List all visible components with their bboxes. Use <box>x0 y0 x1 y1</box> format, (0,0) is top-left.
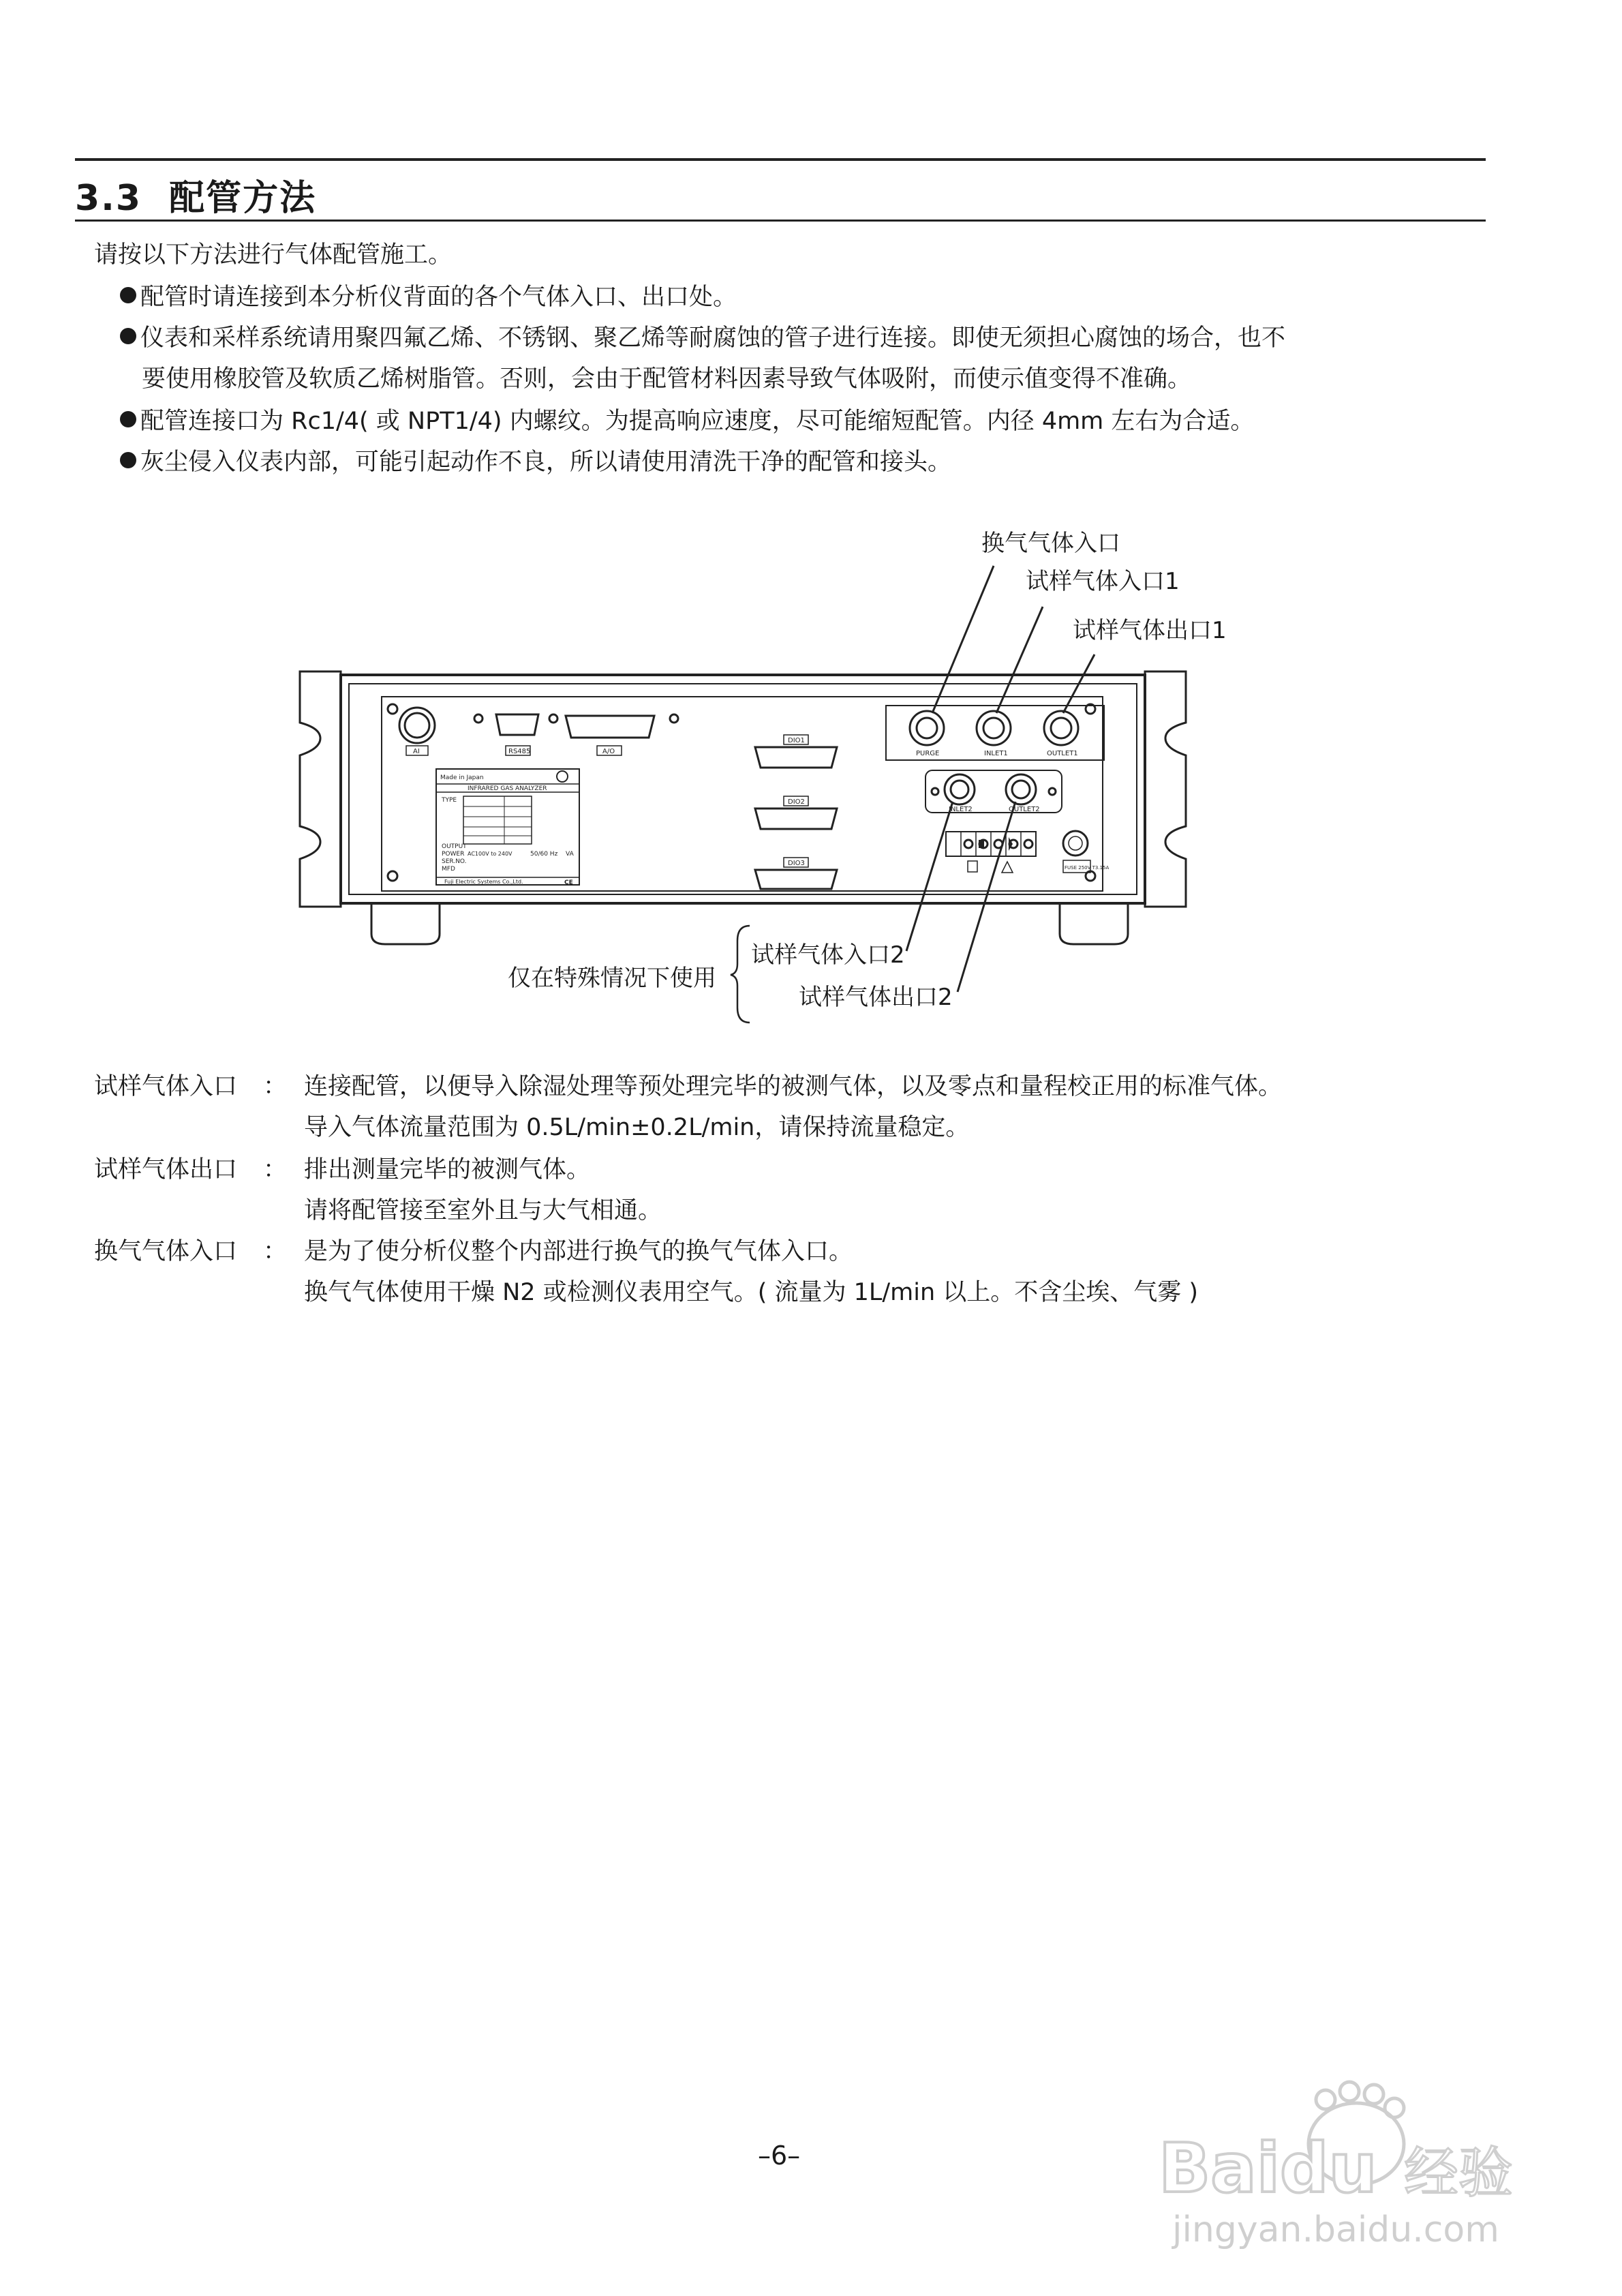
leader-inlet2 <box>906 802 953 951</box>
definition-text: 排出测量完毕的被测气体。 <box>304 1156 591 1183</box>
label-inlet1: INLET1 <box>984 750 1008 757</box>
nameplate-type: TYPE <box>442 797 457 804</box>
special-bracket <box>731 926 750 1023</box>
leader-outlet2 <box>958 802 1015 992</box>
dio1-connector <box>755 747 837 768</box>
definition-text: 连接配管，以便导入除湿处理等预处理完毕的被测气体，以及零点和量程校正用的标准气体。 <box>304 1073 1283 1100</box>
nameplate-va: VA <box>566 851 574 858</box>
purge-port <box>910 711 944 745</box>
callout-special-use: 仅在特殊情况下使用 <box>508 965 716 992</box>
nameplate-power: POWER <box>442 851 465 858</box>
definition-term: 试样气体出口 <box>94 1156 238 1183</box>
bullet-item <box>120 278 737 312</box>
dio2-connector <box>755 809 837 829</box>
bullet-item <box>120 319 1285 353</box>
nameplate-maker: Fuji Electric Systems Co.,Ltd. <box>444 879 523 885</box>
baidu-watermark <box>1152 2079 1533 2256</box>
bullet-continuation <box>142 360 1191 394</box>
nameplate-ce-mark: CE <box>564 879 573 886</box>
callout-inlet1: 试样气体入口1 <box>1026 568 1180 595</box>
nameplate-power-value: AC100V to 240V <box>468 851 512 857</box>
rear-panel-diagram <box>0 504 1622 1063</box>
optional-port-panel <box>925 770 1062 813</box>
label-rs485: RS485 <box>508 748 531 755</box>
definition-colon: ： <box>263 1073 288 1100</box>
foot-left <box>371 904 440 944</box>
bullet-text: 灰尘侵入仪表内部，可能引起动作不良，所以请使用清洗干净的配管和接头。 <box>140 449 952 476</box>
bullet-dot <box>120 328 136 344</box>
bullet-text: 配管连接口为 Rc1/4( 或 NPT1/4) 内螺纹。为提高响应速度，尽可能缩短配管。内径 4mm 左右为合适。 <box>140 408 1255 435</box>
foot-right <box>1060 904 1128 944</box>
label-inlet2: INLET2 <box>949 806 973 813</box>
outlet1-port <box>1044 711 1078 745</box>
definition-term: 换气气体入口 <box>94 1238 238 1265</box>
rack-ear-left <box>300 671 341 907</box>
bullet-dot <box>120 452 136 468</box>
bullet-item <box>120 443 951 477</box>
section-title: 配管方法 <box>169 178 317 219</box>
callout-inlet2: 试样气体入口2 <box>751 941 905 969</box>
label-purge: PURGE <box>916 750 940 757</box>
section-top-rule <box>75 158 1486 161</box>
callout-purge: 换气气体入口 <box>981 530 1120 557</box>
nameplate-freq: 50/60 Hz <box>530 851 558 858</box>
label-outlet2: OUTLET2 <box>1009 806 1040 813</box>
callout-outlet2: 试样气体出口2 <box>799 984 953 1011</box>
definition-text: 是为了使分析仪整个内部进行换气的换气气体入口。 <box>304 1238 853 1265</box>
ao-connector <box>566 716 654 738</box>
bullet-dot <box>120 287 136 303</box>
definition-colon: ： <box>263 1238 288 1265</box>
nameplate-mfd: MFD <box>442 866 455 873</box>
label-outlet1: OUTLET1 <box>1047 750 1078 757</box>
watermark-brand: Baidu <box>1159 2128 1377 2208</box>
page-number: –6– <box>758 2141 801 2171</box>
nameplate-made-in: Made in Japan <box>440 774 484 781</box>
watermark-url: jingyan.baidu.com <box>1172 2209 1499 2250</box>
rack-ear-right <box>1145 671 1186 907</box>
definition-text: 请将配管接至室外且与大气相通。 <box>304 1197 662 1224</box>
definition-text: 导入气体流量范围为 0.5L/min±0.2L/min，请保持流量稳定。 <box>304 1114 970 1141</box>
definition-colon: ： <box>263 1156 288 1183</box>
bullet-text: 仪表和采样系统请用聚四氟乙烯、不锈钢、聚乙烯等耐腐蚀的管子进行连接。即使无须担心腐蚀的场合，也不 <box>140 324 1286 352</box>
watermark-cn: 经验 <box>1404 2141 1513 2205</box>
label-dio3: DIO3 <box>788 860 805 867</box>
section-number: 3.3 <box>75 178 142 219</box>
inlet2-port <box>945 774 975 804</box>
bullet-text: 配管时请连接到本分析仪背面的各个气体入口、出口处。 <box>140 284 737 311</box>
nameplate-serial: SER.NO. <box>442 858 467 865</box>
label-dio2: DIO2 <box>788 798 805 806</box>
label-dio1: DIO1 <box>788 737 805 744</box>
label-ao: A/O <box>602 748 615 755</box>
inlet1-port <box>977 711 1011 745</box>
label-fuse: FUSE 250V T3.15A <box>1065 865 1110 871</box>
callout-outlet1: 试样气体出口1 <box>1073 617 1227 644</box>
section-bottom-rule <box>75 220 1486 222</box>
label-ai: AI <box>413 748 420 755</box>
leader-purge <box>932 566 994 713</box>
outlet2-port <box>1006 774 1036 804</box>
rs485-connector <box>496 714 538 735</box>
bullet-text: 要使用橡胶管及软质乙烯树脂管。否则，会由于配管材料因素导致气体吸附，而使示值变得不准确。 <box>142 365 1192 393</box>
rear-panel-plate <box>382 697 1103 891</box>
intro-text: 请按以下方法进行气体配管施工。 <box>94 241 453 269</box>
definition-text: 换气气体使用干燥 N2 或检测仪表用空气。( 流量为 1L/min 以上。不含尘埃、气雾 ) <box>304 1279 1199 1306</box>
definition-term: 试样气体入口 <box>94 1073 238 1100</box>
dio3-connector <box>755 870 837 889</box>
chassis-outer <box>341 675 1145 903</box>
section-heading <box>75 169 316 220</box>
bullet-dot <box>120 411 136 427</box>
bullet-item <box>120 402 1254 436</box>
nameplate-output: OUTPUT <box>442 843 467 850</box>
fuse-holder <box>1063 831 1088 856</box>
nameplate-product: INFRARED GAS ANALYZER <box>468 785 547 792</box>
